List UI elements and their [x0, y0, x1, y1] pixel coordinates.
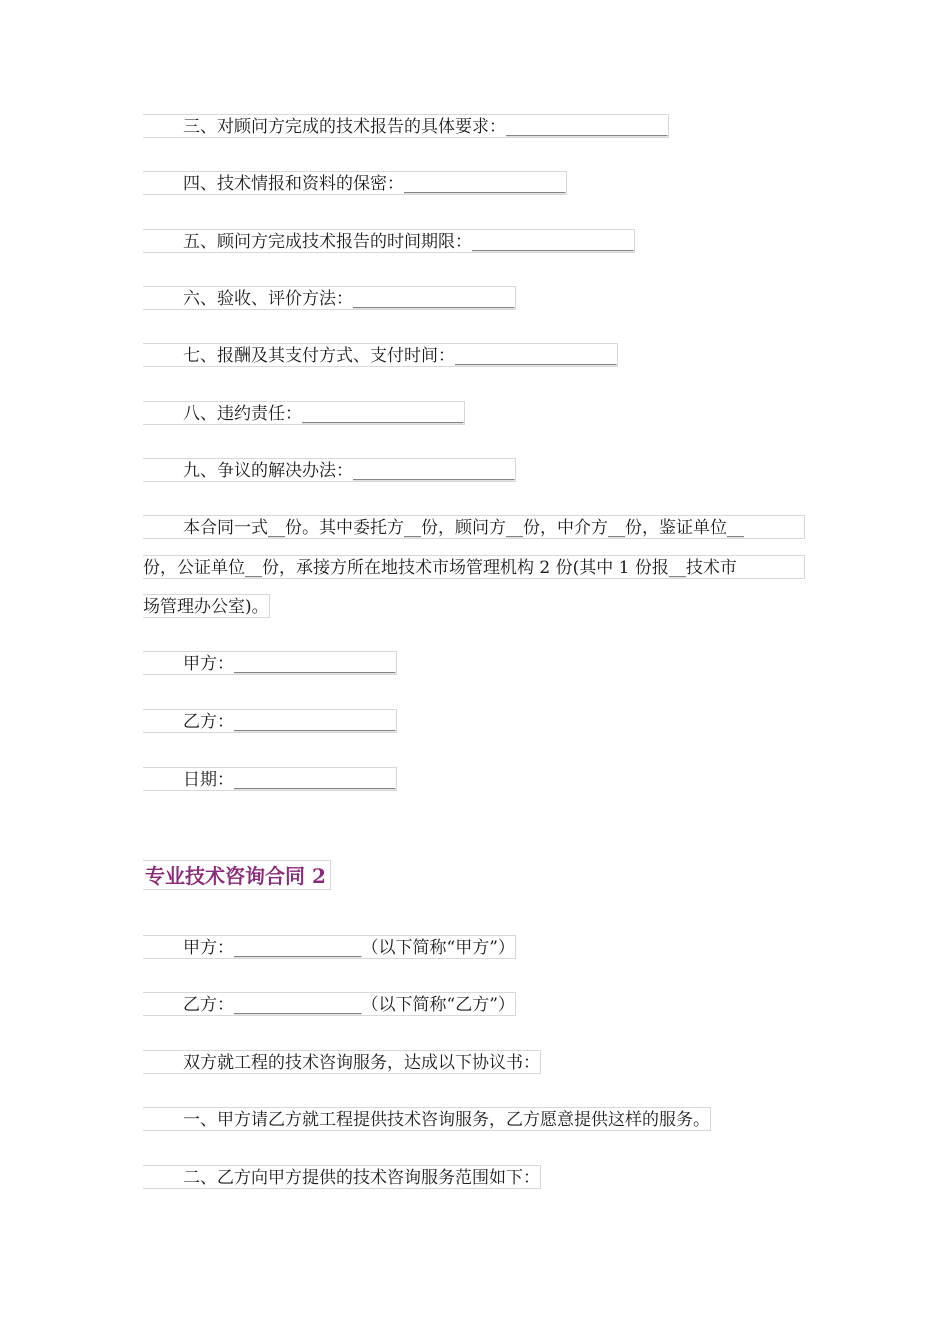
clause-7-text: 七、报酬及其支付方式、支付时间：: [183, 346, 455, 366]
party-a-line: [143, 935, 516, 959]
clause-5-blank[interactable]: ___________________: [472, 232, 634, 252]
copies-paragraph-line-3: [143, 594, 270, 618]
signature-party-b: [143, 709, 397, 733]
clause-8-blank[interactable]: ___________________: [302, 404, 464, 424]
clause-5: [143, 229, 635, 253]
clause-one: [143, 1107, 711, 1131]
copies-line-1-text: 本合同一式__份。其中委托方__份，顾问方__份，中介方__份，鉴证单位__: [183, 518, 744, 538]
party-a-blank[interactable]: _______________: [234, 938, 362, 958]
party-b-line: [143, 992, 516, 1016]
copies-line-2-text: 份，公证单位__份，承接方所在地技术市场管理机构 2 份(其中 1 份报__技术市: [143, 558, 737, 578]
signature-party-a: [143, 651, 397, 675]
clause-8: [143, 401, 465, 425]
party-b-note: （以下简称“乙方”）: [361, 995, 515, 1015]
party-a-label: 甲方：: [183, 938, 234, 958]
signature-party-a-label: 甲方：: [183, 654, 234, 674]
clause-4-blank[interactable]: ___________________: [404, 174, 566, 194]
party-a-note: （以下简称“甲方”）: [361, 938, 515, 958]
agreement-intro: [143, 1050, 541, 1074]
clause-7-blank[interactable]: ___________________: [455, 346, 617, 366]
clause-4: [143, 171, 567, 195]
clause-3: [143, 114, 669, 138]
clause-5-text: 五、顾问方完成技术报告的时间期限：: [183, 232, 472, 252]
copies-paragraph-line-1: [143, 515, 805, 539]
agreement-intro-text: 双方就工程的技术咨询服务，达成以下协议书：: [183, 1053, 540, 1073]
signature-date-blank[interactable]: ___________________: [234, 770, 396, 790]
clause-9: [143, 458, 516, 482]
section-title: 专业技术咨询合同 2: [143, 860, 331, 890]
clause-8-text: 八、违约责任：: [183, 404, 302, 424]
clause-one-text: 一、甲方请乙方就工程提供技术咨询服务，乙方愿意提供这样的服务。: [183, 1110, 710, 1130]
clause-3-text: 三、对顾问方完成的技术报告的具体要求：: [183, 117, 506, 137]
clause-4-text: 四、技术情报和资料的保密：: [183, 174, 404, 194]
clause-6-text: 六、验收、评价方法：: [183, 289, 353, 309]
clause-9-blank[interactable]: ___________________: [353, 461, 515, 481]
signature-date-label: 日期：: [183, 770, 234, 790]
clause-two: [143, 1165, 541, 1189]
signature-date: [143, 767, 397, 791]
clause-3-blank[interactable]: ___________________: [506, 117, 668, 137]
signature-party-b-blank[interactable]: ___________________: [234, 712, 396, 732]
clause-two-text: 二、乙方向甲方提供的技术咨询服务范围如下：: [183, 1168, 540, 1188]
party-b-label: 乙方：: [183, 995, 234, 1015]
clause-6-blank[interactable]: ___________________: [353, 289, 515, 309]
party-b-blank[interactable]: _______________: [234, 995, 362, 1015]
copies-line-3-text: 场管理办公室)。: [143, 597, 269, 617]
signature-party-b-label: 乙方：: [183, 712, 234, 732]
clause-6: [143, 286, 516, 310]
clause-7: [143, 343, 618, 367]
signature-party-a-blank[interactable]: ___________________: [234, 654, 396, 674]
copies-paragraph-line-2: [143, 555, 805, 579]
clause-9-text: 九、争议的解决办法：: [183, 461, 353, 481]
